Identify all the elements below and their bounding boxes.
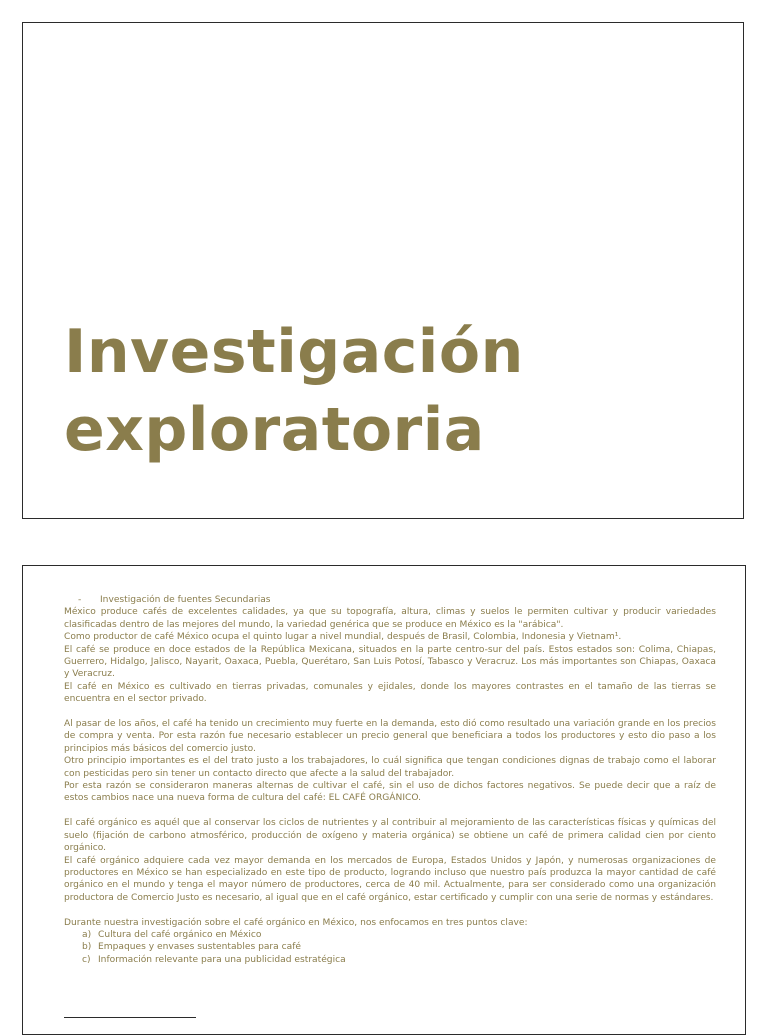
- paragraph-gap: [64, 904, 716, 916]
- title-slide: [22, 22, 744, 519]
- footnote-separator: [64, 1017, 196, 1018]
- list-item: [64, 929, 716, 941]
- list-item: [64, 941, 716, 953]
- paragraph: Como productor de café México ocupa el quinto lugar a nivel mundial, después de Brasil, Colombia, Indonesia y Vietnam¹.: [64, 632, 622, 643]
- list-item-text: Información relevante para una publicidad estratégica: [98, 954, 346, 965]
- slide-title: [64, 313, 524, 469]
- slide-title-line-1: Investigación: [64, 317, 524, 387]
- slide-title-line-2: exploratoria: [64, 395, 485, 465]
- paragraph: Al pasar de los años, el café ha tenido un crecimiento muy fuerte en la demanda, esto dió como resultado una variación grande en los precios de compra y venta. Por esta razón fue necesario establecer un precio general que beneficiara a todos los productores y esto dio paso a los principios más básicos del comercio justo.: [64, 719, 716, 754]
- heading-bullet: -: [78, 595, 82, 605]
- paragraph: El café orgánico adquiere cada vez mayor demanda en los mercados de Europa, Estados Unidos y Japón, y numerosas organizaciones de productores en México se han especializado en este tipo de producto, logrando incluso que nuestro país produzca la mayor cantidad de café orgánico en el mundo y tenga el mayor número de productores, cerca de 40 mil. Actualmente, para ser considerado como una organización productora de Comercio Justo es necesario, al igual que en el café orgánico, estar certificado y cumplir con una serie de normas y estándares.: [64, 855, 716, 903]
- list-item-text: Empaques y envases sustentables para café: [98, 942, 301, 953]
- paragraph-gap: [64, 805, 716, 817]
- paragraph-gap: [64, 706, 716, 718]
- list-marker: b): [82, 942, 92, 953]
- paragraph: Por esta razón se consideraron maneras alternas de cultivar el café, sin el uso de dichos factores negativos. Se puede decir que a raíz de estos cambios nace una nueva forma de cultura del café: EL CAFÉ ORGÁNICO.: [64, 781, 716, 804]
- list-item-text: Cultura del café orgánico en México: [98, 929, 262, 940]
- section-heading: [64, 594, 716, 606]
- paragraph: El café orgánico es aquél que al conservar los ciclos de nutrientes y al contribuir al mejoramiento de las características físicas y químicas del suelo (fijación de carbono atmosférico, producción de oxígeno y materia orgánica) se obtiene un café de primera calidad cien por ciento orgánico.: [64, 818, 716, 854]
- document-page: [22, 565, 746, 1035]
- paragraph: El café se produce en doce estados de la República Mexicana, situados en la parte centro-sur del país. Estos estados son: Colima, Chiapas, Guerrero, Hidalgo, Jalisco, Nayarit, Oaxaca, Puebla, Querétaro, San Luis Potosí, Tabasco y Veracruz. Los más importantes son Chiapas, Oaxaca y Veracruz.: [64, 644, 716, 680]
- section-heading-text: Investigación de fuentes Secundarias: [100, 595, 271, 605]
- list-marker: c): [82, 954, 91, 965]
- key-points-list: [64, 929, 716, 966]
- paragraph: Otro principio importantes es el del trato justo a los trabajadores, lo cuál significa que tengan condiciones dignas de trabajo como el laborar con pesticidas pero sin tener un contacto directo que afecte a la salud del trabajador.: [64, 756, 716, 779]
- list-item: [64, 954, 716, 966]
- list-marker: a): [82, 929, 92, 940]
- list-intro: Durante nuestra investigación sobre el café orgánico en México, nos enfocamos en tres puntos clave:: [64, 917, 528, 928]
- page-content: [64, 594, 716, 966]
- paragraph: México produce cafés de excelentes calidades, ya que su topografía, altura, climas y suelos le permiten cultivar y producir variedades clasificadas dentro de las mejores del mundo, la variedad genérica que se produce en México es la "arábica".: [64, 607, 716, 630]
- paragraph: El café en México es cultivado en tierras privadas, comunales y ejidales, donde los mayores contrastes en el tamaño de las tierras se encuentra en el sector privado.: [64, 681, 716, 705]
